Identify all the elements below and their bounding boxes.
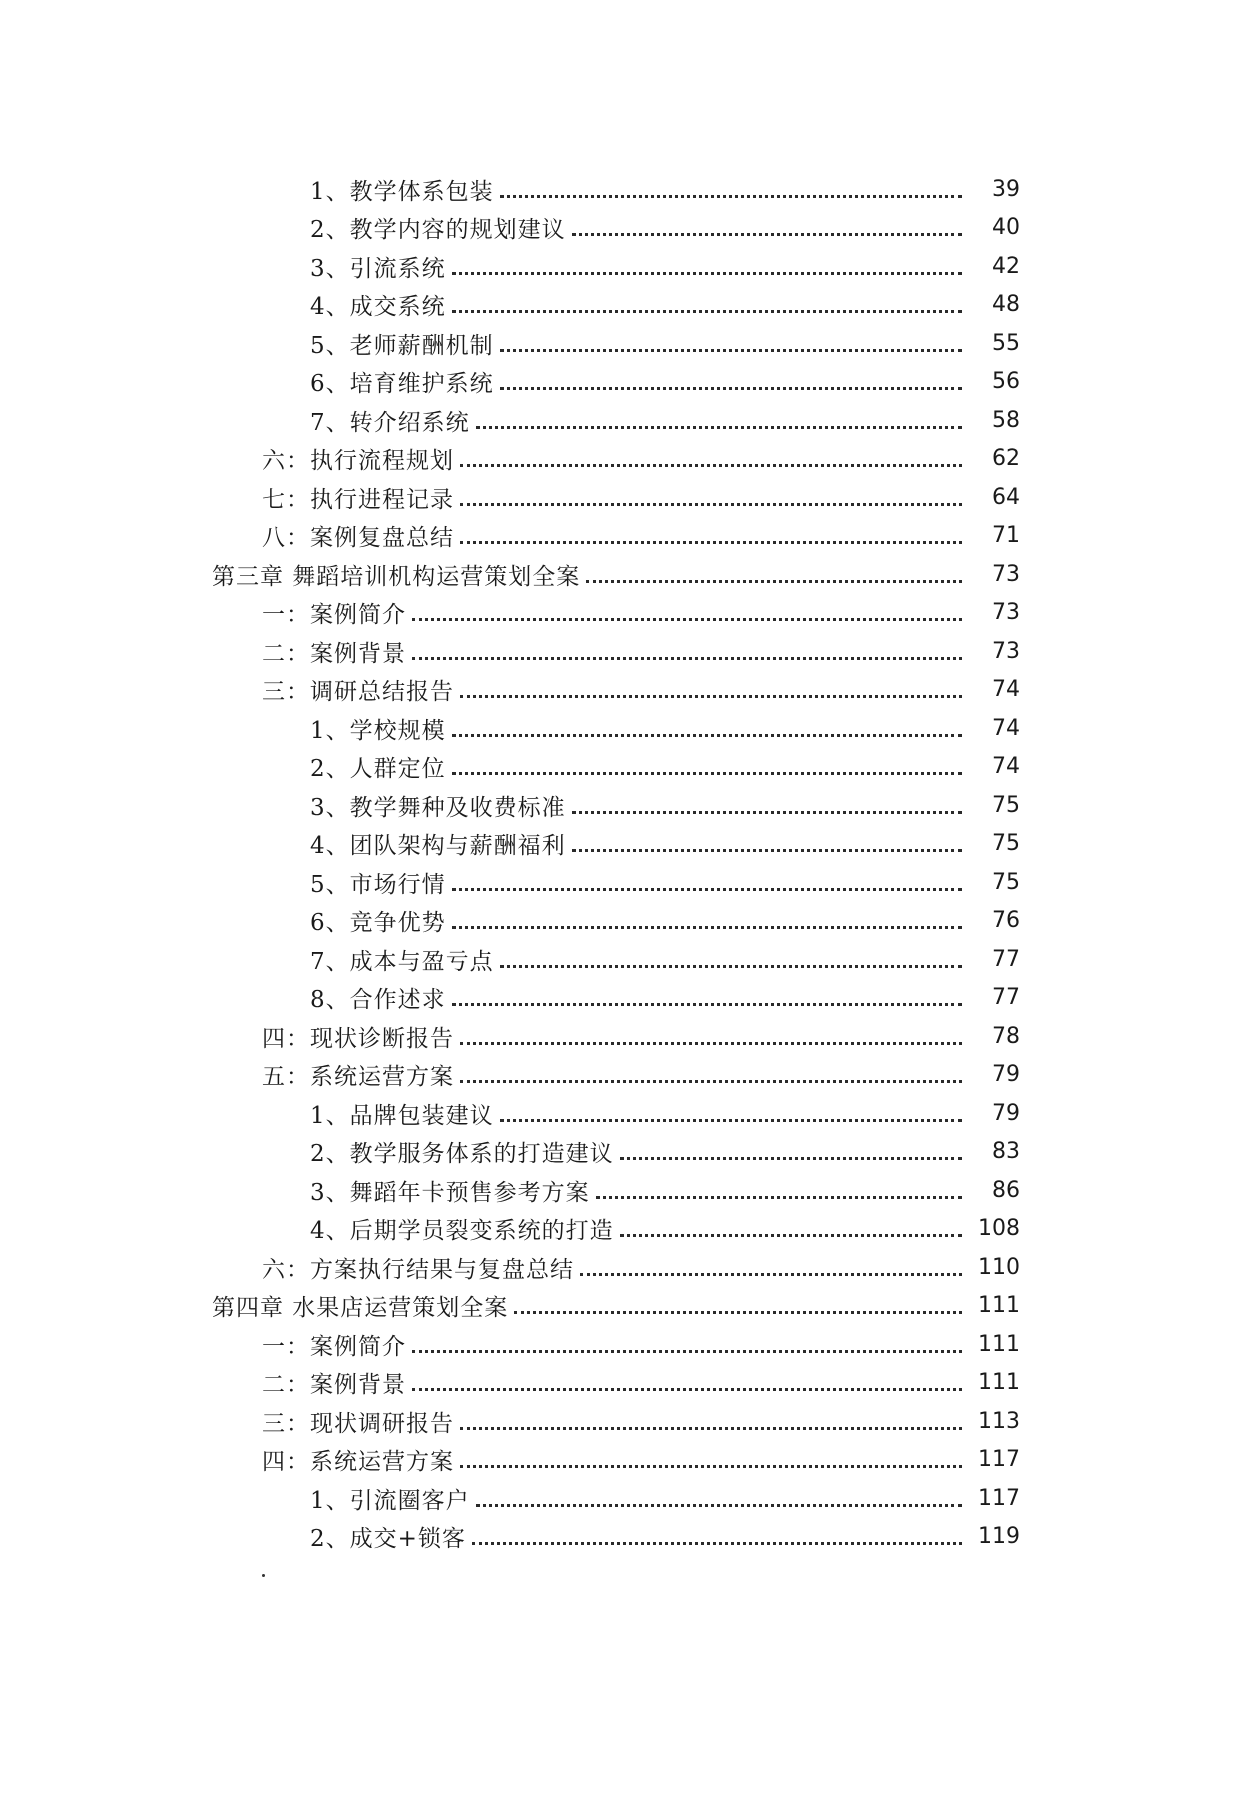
toc-page-number: 56 <box>992 369 1020 395</box>
toc-page-number: 117 <box>978 1485 1020 1511</box>
dot-leader <box>460 1080 962 1083</box>
toc-entry-title: 八：案例复盘总结 <box>262 525 454 552</box>
dot-leader <box>412 1388 962 1391</box>
toc-page-number: 64 <box>992 484 1020 510</box>
dot-leader <box>500 1119 962 1122</box>
dot-leader <box>460 1042 962 1045</box>
dot-leader <box>500 349 962 352</box>
dot-leader <box>452 926 962 929</box>
toc-page-number: 71 <box>992 523 1020 549</box>
toc-entry-title: 六：执行流程规划 <box>262 448 454 475</box>
toc-entry-title: 五：系统运营方案 <box>262 1064 454 1091</box>
toc-page-number: 78 <box>992 1023 1020 1049</box>
toc-entry-title: 5、市场行情 <box>310 871 446 898</box>
toc-entry-title: 7、成本与盈亏点 <box>310 948 494 975</box>
dot-leader <box>572 849 962 852</box>
toc-row-item <box>0 825 1256 864</box>
toc-row-item <box>0 1518 1256 1557</box>
toc-row-item <box>0 247 1256 286</box>
toc-page-number: 75 <box>992 792 1020 818</box>
toc-page-number: 39 <box>992 176 1020 202</box>
dot-leader <box>460 464 962 467</box>
toc-row-section <box>0 440 1256 479</box>
toc-page-number: 110 <box>978 1254 1020 1280</box>
toc-row-item <box>0 1133 1256 1172</box>
dot-leader <box>476 1504 962 1507</box>
toc-entry-title: 2、教学服务体系的打造建议 <box>310 1141 614 1168</box>
toc-page-number: 62 <box>992 446 1020 472</box>
toc-row-item <box>0 209 1256 248</box>
toc-row-item <box>0 709 1256 748</box>
dot-leader <box>460 541 962 544</box>
dot-leader <box>500 965 962 968</box>
dot-leader <box>514 1311 962 1314</box>
toc-row-section <box>0 1056 1256 1095</box>
toc-page-number: 55 <box>992 330 1020 356</box>
toc-row-section <box>0 517 1256 556</box>
toc-row-item <box>0 170 1256 209</box>
stray-dot <box>262 1574 265 1577</box>
toc-entry-title: 4、后期学员裂变系统的打造 <box>310 1218 614 1245</box>
toc-row-item <box>0 1171 1256 1210</box>
dot-leader <box>460 503 962 506</box>
toc-entry-title: 8、合作述求 <box>310 987 446 1014</box>
toc-page-number: 76 <box>992 908 1020 934</box>
toc-page-number: 113 <box>978 1408 1020 1434</box>
toc-entry-title: 4、团队架构与薪酬福利 <box>310 833 566 860</box>
dot-leader <box>476 426 962 429</box>
toc-row-item <box>0 1210 1256 1249</box>
dot-leader <box>472 1542 962 1545</box>
toc-page-number: 74 <box>992 715 1020 741</box>
toc-entry-title: 第四章 水果店运营策划全案 <box>212 1295 509 1322</box>
toc-row-section <box>0 1248 1256 1287</box>
toc-page-number: 117 <box>978 1447 1020 1473</box>
toc-entry-title: 七：执行进程记录 <box>262 486 454 513</box>
dot-leader <box>596 1196 962 1199</box>
toc-row-item <box>0 786 1256 825</box>
toc-entry-title: 第三章 舞蹈培训机构运营策划全案 <box>212 563 581 590</box>
dot-leader <box>452 772 962 775</box>
toc-row-item <box>0 324 1256 363</box>
toc-page-number: 111 <box>978 1331 1020 1357</box>
toc-entry-title: 3、教学舞种及收费标准 <box>310 794 566 821</box>
toc-entry-title: 1、学校规模 <box>310 717 446 744</box>
toc-row-section <box>0 478 1256 517</box>
toc-entry-title: 四：现状诊断报告 <box>262 1025 454 1052</box>
toc-entry-title: 7、转介绍系统 <box>310 409 470 436</box>
dot-leader <box>452 272 962 275</box>
toc-entry-title: 二：案例背景 <box>262 640 406 667</box>
toc-page-number: 48 <box>992 292 1020 318</box>
toc-entry-title: 6、竞争优势 <box>310 910 446 937</box>
toc-entry-title: 4、成交系统 <box>310 294 446 321</box>
toc-entry-title: 三：现状调研报告 <box>262 1410 454 1437</box>
toc-page-number: 79 <box>992 1100 1020 1126</box>
toc-page-number: 83 <box>992 1139 1020 1165</box>
toc-entry-title: 1、引流圈客户 <box>310 1487 470 1514</box>
dot-leader <box>460 695 962 698</box>
toc-page-number: 86 <box>992 1177 1020 1203</box>
dot-leader <box>452 310 962 313</box>
toc-row-chapter <box>0 1287 1256 1326</box>
toc-page-number: 40 <box>992 215 1020 241</box>
dot-leader <box>460 1427 962 1430</box>
toc-entry-title: 六：方案执行结果与复盘总结 <box>262 1256 574 1283</box>
toc-row-item <box>0 363 1256 402</box>
toc-entry-title: 2、成交+锁客 <box>310 1526 466 1553</box>
toc-entry-title: 3、引流系统 <box>310 255 446 282</box>
toc-entry-title: 二：案例背景 <box>262 1372 406 1399</box>
toc-page-number: 42 <box>992 253 1020 279</box>
toc-row-item <box>0 979 1256 1018</box>
toc-page-number: 58 <box>992 407 1020 433</box>
toc-entry-title: 2、教学内容的规划建议 <box>310 217 566 244</box>
toc-entry-title: 一：案例简介 <box>262 602 406 629</box>
toc-page-number: 77 <box>992 946 1020 972</box>
toc-page-number: 79 <box>992 1062 1020 1088</box>
toc-page-number: 119 <box>978 1524 1020 1550</box>
dot-leader <box>580 1273 962 1276</box>
toc-page-number: 108 <box>978 1216 1020 1242</box>
toc-row-section <box>0 594 1256 633</box>
toc-page-number: 73 <box>992 561 1020 587</box>
toc-page-number: 75 <box>992 869 1020 895</box>
toc-entry-title: 1、教学体系包装 <box>310 178 494 205</box>
toc-page-number: 75 <box>992 831 1020 857</box>
toc-row-item <box>0 748 1256 787</box>
dot-leader <box>412 618 962 621</box>
toc-row-item <box>0 286 1256 325</box>
toc-entry-title: 1、品牌包装建议 <box>310 1102 494 1129</box>
toc-entry-title: 三：调研总结报告 <box>262 679 454 706</box>
dot-leader <box>460 1465 962 1468</box>
dot-leader <box>586 580 962 583</box>
toc-row-section <box>0 1402 1256 1441</box>
toc-entry-title: 一：案例简介 <box>262 1333 406 1360</box>
toc-page-number: 77 <box>992 985 1020 1011</box>
dot-leader <box>500 387 962 390</box>
dot-leader <box>572 233 962 236</box>
dot-leader <box>620 1234 962 1237</box>
toc-entry-title: 2、人群定位 <box>310 756 446 783</box>
toc-row-item <box>0 902 1256 941</box>
toc-page-number: 74 <box>992 677 1020 703</box>
toc-page-number: 73 <box>992 638 1020 664</box>
table-of-contents <box>0 170 1256 1556</box>
toc-entry-title: 3、舞蹈年卡预售参考方案 <box>310 1179 590 1206</box>
dot-leader <box>412 1350 962 1353</box>
dot-leader <box>500 195 962 198</box>
toc-row-item <box>0 401 1256 440</box>
dot-leader <box>452 734 962 737</box>
toc-row-section <box>0 632 1256 671</box>
toc-row-section <box>0 1364 1256 1403</box>
toc-row-section <box>0 1017 1256 1056</box>
dot-leader <box>412 657 962 660</box>
dot-leader <box>572 811 962 814</box>
toc-page-number: 73 <box>992 600 1020 626</box>
toc-row-item <box>0 940 1256 979</box>
toc-entry-title: 6、培育维护系统 <box>310 371 494 398</box>
toc-entry-title: 四：系统运营方案 <box>262 1449 454 1476</box>
toc-entry-title: 5、老师薪酬机制 <box>310 332 494 359</box>
toc-page-number: 111 <box>978 1293 1020 1319</box>
toc-row-section <box>0 1325 1256 1364</box>
toc-page-number: 74 <box>992 754 1020 780</box>
toc-row-section <box>0 1441 1256 1480</box>
toc-row-item <box>0 1094 1256 1133</box>
toc-row-item <box>0 1479 1256 1518</box>
toc-row-chapter <box>0 555 1256 594</box>
toc-row-section <box>0 671 1256 710</box>
toc-page-number: 111 <box>978 1370 1020 1396</box>
dot-leader <box>452 1003 962 1006</box>
dot-leader <box>452 888 962 891</box>
toc-row-item <box>0 863 1256 902</box>
dot-leader <box>620 1157 962 1160</box>
